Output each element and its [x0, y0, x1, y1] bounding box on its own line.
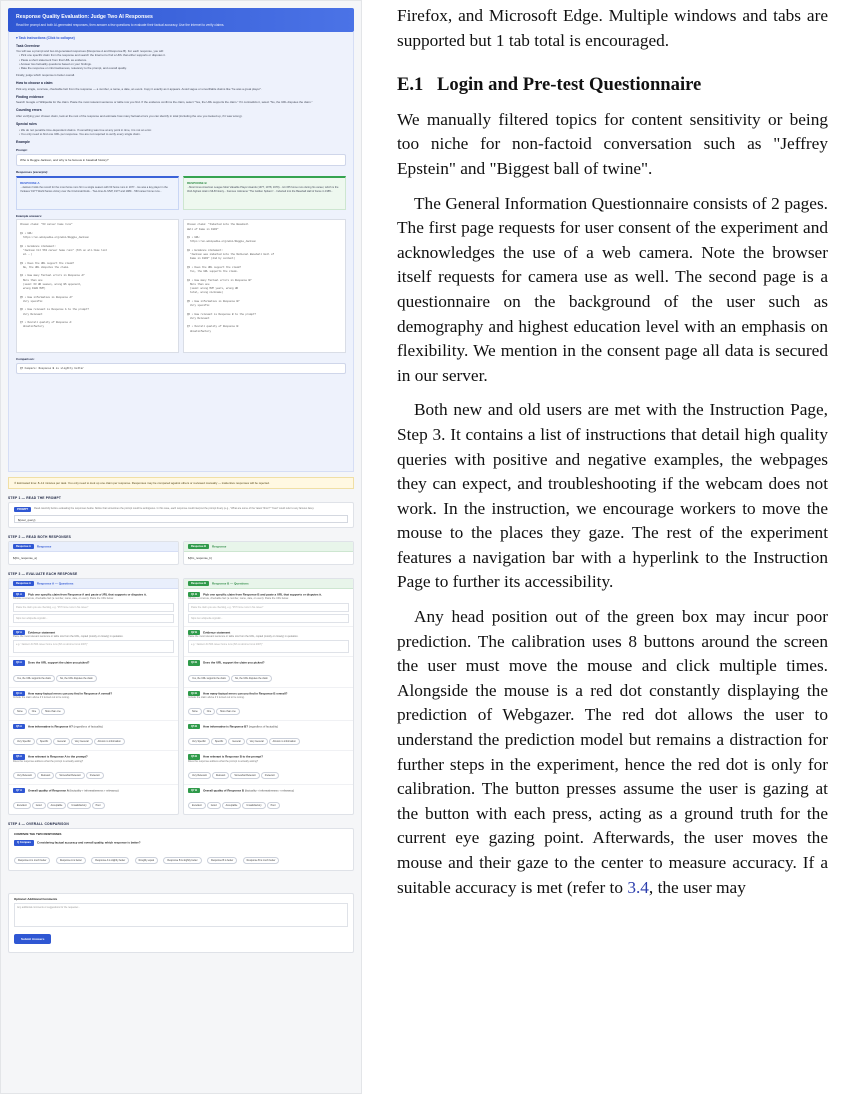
option-radio[interactable]: Good [32, 802, 46, 809]
comments-card [8, 893, 354, 954]
option-radio[interactable]: Yes, the URL supports the claim [188, 675, 230, 682]
step1-heading: STEP 1 — READ THE PROMPT [8, 495, 62, 500]
question-text: Pick one specific claim from Response B and paste a URL that supports or disputes it. [203, 592, 322, 597]
step3-heading: STEP 3 — EVALUATE EACH RESPONSE [8, 571, 78, 576]
code-line: Unsatisfactory [187, 329, 212, 333]
code-line: No, the URL disputes the claim. [20, 265, 70, 269]
code-line: Q7 • Overall quality of Response A: [20, 321, 73, 325]
hit-banner [8, 8, 354, 32]
question-sub: Paste the most relevant sentence or table row from the URL, copied (mostly or closely) in quotation. [13, 634, 124, 638]
paragraph-2: The General Information Questionnaire consists of 2 pages. The first page requests for user consent of the experiment and acknowledges the use of a web camera. Note the browser itself requests for camera use as well. The second page is a questionnaire on the background of the user such as demography and highest education level with an emphasis on flexibility. We mention in the consent page all data is secured in our server. [397, 193, 828, 385]
code-line: https://en.wikipedia.org/wiki/Reggie_Jackson [187, 240, 257, 244]
code-line: Q6 • How relevant is Response B to the prompt? [187, 312, 257, 316]
responses-heading: Responses (excerpts): [16, 170, 49, 175]
question-text: Overall quality of Response A [27, 788, 69, 793]
response-b-text: ...Most times American League Most Valuable Player Awards (1977, 1978, 1979)... Hit 155 home runs during his career, which is the third-highest total in MLB history... Famous nickname "The Golden Spikers"... Inducted into the Baseball Hall of Fame in 1985... [187, 186, 339, 194]
option-radio[interactable]: Unsatisfactory [67, 802, 90, 809]
paragraph-3: Both new and old users are met with the Instruction Page, Step 3. It contains a list of instructions that detail high quality queries with positive and negative examples, the webpages they can expect, and troubleshooting if the webcam does not work. In the instruction, we encourage workers to move the mouse to the places they gaze. The rest of the experiment features a navigation bar with a hyperlink to the Instruction Page to further its accessibility. [397, 400, 828, 592]
code-line: More than one [20, 278, 43, 282]
claim-input[interactable]: Paste the claim you are checking, e.g. "457 home runs in his career" [13, 603, 174, 612]
code-line: wrong 1980 MVP) [20, 287, 46, 291]
eval-b-head: Response B — Questions [212, 581, 249, 586]
question-sub: Choose a concrete, checkable fact (a number, name, date, or event). Paste the URL below. [13, 597, 114, 601]
code-line: Q2 • Evidence statement: [20, 244, 57, 248]
response-b-variable: ${llm_response_b} [188, 555, 212, 560]
code-line: Q4 • How many factual errors in Response B? [187, 278, 252, 282]
option-radio[interactable]: General [53, 738, 70, 745]
option-radio[interactable]: Specific [211, 738, 227, 745]
question-hint: (factuality + informativeness + relevancy) [69, 789, 119, 793]
option-radio[interactable]: Acceptable [47, 802, 67, 809]
q-pill: Q3 B [188, 660, 200, 665]
prompt-heading: Prompt: [16, 148, 28, 153]
compare-option[interactable]: Response A is better [56, 857, 86, 864]
response-b-pill: Response B [188, 544, 209, 549]
hit-subtitle: Read the prompt and both AI-generated responses, then answer a few questions to evaluate their factual accuracy. Use the internet to verify claims. [16, 22, 225, 27]
embedded-screenshot [0, 0, 362, 1094]
choose-heading: How to choose a claim [16, 81, 53, 85]
option-radio[interactable]: Irrelevant [261, 772, 279, 779]
question-sub: Include the claim above if it turned out to be wrong. [13, 695, 70, 699]
code-line: at...) [20, 253, 33, 257]
code-line: Q5 • How informative is Response B? [187, 299, 240, 303]
paragraph-4-tail: , the user may [648, 877, 746, 897]
code-line: Q7 • Overall quality of Response B: [187, 325, 240, 329]
option-radio[interactable]: Acceptable [222, 802, 242, 809]
option-radio[interactable]: Specific [36, 738, 52, 745]
list-item: • Pick one specific claim from the response and search the Internet to find a URL that either supports or disputes it. [19, 53, 346, 57]
option-radio[interactable]: More than one [41, 708, 64, 715]
code-line: "Jackson was inducted into the National Baseball Hall of [187, 253, 275, 257]
option-radio[interactable]: Poor [267, 802, 280, 809]
prompt-instruction: Read carefully before evaluating the responses below. Notice that sometimes the prompt could be ambiguous. In this case, each response could interpret the prompt freely (e.g., "What are some of the 'latest' films?" "Cast" could refer to any famous face). [34, 506, 315, 510]
question-q5a [9, 721, 178, 751]
question-hint: (regardless of factuality) [73, 725, 103, 729]
option-radio[interactable]: Very Specific [13, 738, 35, 745]
code-line: https://en.wikipedia.org/wiki/Reggie_Jackson [20, 236, 90, 240]
estimated-time-note: ⏱ Estimated time: 8–12 minutes per task. You only need to look up one claim per response. Responses may be compared against others or reviewed manually — inattentive responses will be rejected. [8, 477, 354, 489]
comments-heading: Optional: Additional Comments [14, 896, 58, 901]
compare-option[interactable]: Response B is better [207, 857, 237, 864]
option-radio[interactable]: No, the URL disputes the claim [231, 675, 272, 682]
option-radio[interactable]: None [188, 708, 202, 715]
question-text: How informative is Response B? [203, 724, 249, 729]
code-line: Q1 • URL: [187, 236, 201, 240]
option-radio[interactable]: Very General [246, 738, 268, 745]
question-text: Does the URL support the claim you picked? [27, 660, 90, 665]
code-line: "Jackson hit 563 career home runs" (6th on all-time list [20, 248, 108, 252]
task-overview-heading: Task Overview [16, 43, 40, 48]
q-pill: Q2 A [13, 630, 25, 635]
q-pill: Q5 B [188, 724, 200, 729]
question-q5b [184, 721, 353, 751]
compare-option[interactable]: Roughly equal [135, 857, 158, 864]
q-pill: Q2 B [188, 630, 200, 635]
question-q6a [9, 751, 178, 785]
q-pill: Q5 A [13, 724, 25, 729]
q-pill: Q4 B [188, 691, 200, 696]
option-radio[interactable]: Very General [71, 738, 93, 745]
compare-pill: Q Compare [14, 840, 34, 845]
special-list [16, 128, 346, 137]
code-line: Q1 • URL: [20, 231, 34, 235]
paragraph-1: We manually filtered topics for content sensitivity or being too niche for non-factoid conversation such as "Jeffrey Epstein" and "Biggest ball of twine". [397, 109, 828, 178]
list-item: • Rate the response on informativeness, relevancy to the prompt, and overall quality. [19, 66, 346, 70]
question-text: Pick one specific claim from Response A and paste a URL that supports or disputes it. [27, 592, 147, 597]
compare-option[interactable]: Response B is much better [243, 857, 280, 864]
list-item: • You only need to find one URL per response. You are not required to verify every single claim. [19, 132, 346, 136]
question-hint: (regardless of factuality) [248, 725, 278, 729]
list-item: • We do not penalize time-dependent claims. If something was true at any point in time, it is not an error. [19, 128, 346, 132]
response-a-head: Response [36, 544, 52, 549]
option-radio[interactable]: Excellent [188, 802, 206, 809]
option-radio[interactable]: Almost no information [94, 738, 125, 745]
question-sub: Include the claim above if it turned out to be wrong. [188, 695, 245, 699]
example-prompt: Who is Reggie Jackson, and why is he famous in baseball history? [16, 154, 346, 166]
paper-column [397, 4, 828, 900]
prompt-variable: ${user_query} [14, 515, 348, 523]
q-pill: Q1 A [13, 592, 25, 597]
section-title: Login and Pre-test Questionnaire [437, 74, 702, 96]
comparison-text: Q7 Compare: Response B is slightly better [16, 363, 346, 374]
question-sub: Choose a concrete, checkable fact (a number, name, date, or event). Paste the URL below. [188, 597, 289, 601]
answers-heading: Example answers: [16, 213, 43, 218]
evidence-input[interactable]: e.g. "Jackson hit 563 career home runs (6th on all-time list at 2007)" [188, 640, 349, 653]
question-text: How relevant is Response A to the prompt? [27, 754, 88, 759]
example-response-b [183, 176, 346, 210]
option-radio[interactable]: Unsatisfactory [242, 802, 265, 809]
question-q2b [184, 627, 353, 658]
option-radio[interactable]: Relevant [37, 772, 54, 779]
eval-b-pill: Response B [188, 581, 209, 586]
code-line: Very Relevant [20, 312, 43, 316]
option-radio[interactable]: Somewhat Relevant [230, 772, 259, 779]
code-line: (said: 63 HR season, wrong WS opponent, [20, 282, 82, 286]
special-heading: Special rules [16, 122, 37, 127]
q-pill: Q1 B [188, 592, 200, 597]
question-q6b [184, 751, 353, 785]
option-radio[interactable]: No, the URL disputes the claim [56, 675, 97, 682]
question-text: How many factual errors can you find in Response A overall? [27, 690, 113, 695]
compare-option[interactable]: Response B is slightly better [163, 857, 201, 864]
option-radio[interactable]: Excellent [13, 802, 31, 809]
code-line: Hall of Fame in 1993" [187, 227, 219, 231]
comments-textarea[interactable]: Any additional comments or suggestions for the requester... [14, 903, 348, 927]
q-pill: Q6 B [188, 754, 200, 759]
response-a-label: RESPONSE A [20, 180, 40, 185]
question-q3b [184, 657, 353, 687]
code-line: Q6 • How relevant is Response A to the prompt? [20, 308, 90, 312]
eval-column-a [8, 578, 179, 816]
instructions-toggle[interactable]: ▾ Task Instructions (Click to collapse) [16, 35, 75, 40]
question-sub: Paste the most relevant sentence or table row from the URL, copied (mostly or closely) in quotation. [188, 634, 299, 638]
section-heading [397, 73, 828, 98]
counting-heading: Counting errors [16, 108, 42, 113]
option-radio[interactable]: Very Relevant [13, 772, 36, 779]
question-q4b [184, 688, 353, 722]
response-b-card [183, 541, 354, 565]
claim-input[interactable]: Paste the claim you are checking, e.g. "457 home runs in his career" [188, 603, 349, 612]
eval-a-pill: Response A [13, 581, 34, 586]
evidence-input[interactable]: e.g. "Jackson hit 563 career home runs (6th on all-time list at 2007)" [13, 640, 174, 653]
task-list [16, 53, 346, 70]
example-answers-b [183, 219, 346, 353]
section-number: E.1 [397, 74, 424, 96]
code-line: Unsatisfactory [20, 325, 45, 329]
option-radio[interactable]: Irrelevant [86, 772, 104, 779]
list-item: • Answer two factuality questions based on your findings. [19, 62, 346, 66]
instructions-panel [8, 32, 354, 472]
task-final: Finally, judge which response is better overall. [16, 72, 75, 77]
code-line: Q2 • Evidence statement: [187, 248, 224, 252]
question-sub: Does the response address what the prompt is actually asking? [13, 759, 84, 763]
response-b-label: RESPONSE B [187, 180, 207, 185]
question-text: How many factual errors can you find in Response B overall? [203, 690, 288, 695]
option-radio[interactable]: More than one [216, 708, 239, 715]
list-item: • Paste a short statement from that URL as evidence. [19, 58, 346, 62]
code-line: Very specific [20, 299, 43, 303]
q-pill: Q3 A [13, 660, 25, 665]
example-response-a [16, 176, 179, 210]
question-text: Overall quality of Response B [203, 788, 245, 793]
option-radio[interactable]: Very Relevant [188, 772, 211, 779]
question-hint: (factuality + informativeness + relevancy) [244, 789, 294, 793]
option-radio[interactable]: Somewhat Relevant [55, 772, 84, 779]
option-radio[interactable]: Good [207, 802, 221, 809]
comparison-heading: Comparison: [16, 357, 35, 362]
question-text: Evidence statement [27, 629, 56, 634]
response-a-text: ...Jackson holds the record for the most home runs hit in a single season with 63 home runs in 1977... He was a key player in the Yankees' 1977 World Series victory over the Cincinnati Reds... Two-time AL MVP, 1977 and 1980... 563 career home runs... [20, 186, 168, 194]
eval-a-head: Response A — Questions [36, 581, 74, 586]
code-line: Q5 • How informative is Response A? [20, 295, 73, 299]
url-input[interactable]: https://en.wikipedia.org/wiki/... [13, 614, 174, 623]
code-line: Q3 • Does the URL support the claim? [187, 265, 242, 269]
question-q1b [184, 589, 353, 627]
comparison-card [8, 828, 354, 870]
paragraph-4-text: Any head position out of the green box may incur poor prediction. The calibration uses 8 buttons around the screen the user must move the mouse and click multiple times. Alongside the mouse is a red dot constantly displaying the prediction of Webgazer. The red dot allows the user to understand the prediction model but remains a distraction for further steps in the experiment, hence the red dot is only for calibration. The button presses assume the user is gazing at the button with each press, acting as a ground truth for the current eye gazing point. Afterwards, the user moves the mouse and their gaze to the center to measure accuracy. If a suitable accuracy is met (refer to [397, 607, 828, 897]
intro-paragraph: Firefox, and Microsoft Edge. Multiple windows and tabs are supported but 1 tab total is encouraged. [397, 6, 828, 50]
option-radio[interactable]: Very Specific [188, 738, 210, 745]
code-line: Fame in 1993" (2nd by content) [187, 257, 236, 261]
question-q1a [9, 589, 178, 627]
example-responses [16, 176, 346, 210]
question-q2a [9, 627, 178, 658]
prompt-pill: PROMPT [14, 507, 31, 512]
q-pill: Q6 A [13, 754, 25, 759]
response-a-card [8, 541, 179, 565]
question-sub: Does the response address what the prompt is actually asking? [188, 759, 259, 763]
option-radio[interactable]: Yes, the URL supports the claim [13, 675, 55, 682]
response-a-pill: Response A [13, 544, 34, 549]
choose-text: Pick any single, concrete, checkable fact from the response — a number, a name, a date, an event. Copy it exactly as it appears. Avoid vague or unverifiable claims like "he was a great player". [16, 86, 262, 91]
example-answers [16, 219, 346, 353]
code-line: Chosen claim: "63 career home runs" [20, 223, 73, 227]
code-line: Yes, the URL supports the claim. [187, 270, 239, 274]
code-line: Very specific [187, 304, 210, 308]
question-q3a [9, 657, 178, 687]
question-text: Does the URL support the claim you picked? [203, 660, 265, 665]
question-text: Evidence statement [203, 629, 231, 634]
compare-heading: COMPARE THE TWO RESPONSES [14, 832, 62, 837]
code-line: (said: wrong MVP years, wrong HR [187, 287, 239, 291]
task-overview-text: You will see a prompt and two AI-generated responses (Response A and Response B). For each response, you will: [16, 49, 164, 54]
code-line: More than one [187, 282, 210, 286]
submit-button[interactable]: Submit Answers [14, 934, 51, 944]
code-line: Q4 • How many factual errors in Response A? [20, 274, 85, 278]
code-line: total, wrong nickname) [187, 291, 224, 295]
paragraph-4 [397, 605, 828, 900]
option-radio[interactable]: Poor [92, 802, 105, 809]
option-radio[interactable]: None [13, 708, 27, 715]
example-answers-a [16, 219, 179, 353]
section-reference-link[interactable]: 3.4 [627, 877, 649, 897]
q-pill: Q4 A [13, 691, 25, 696]
option-radio[interactable]: Almost no information [269, 738, 300, 745]
step4-heading: STEP 4 — OVERALL COMPARISON [8, 822, 69, 827]
question-q7b [184, 785, 353, 814]
compare-option[interactable]: Response A is slightly better [91, 857, 129, 864]
option-radio[interactable]: One [203, 708, 216, 715]
response-a-variable: ${llm_response_a} [13, 555, 37, 560]
finding-text: Search Google or Wikipedia for the claim. Paste the most relevant sentence or table row you find. If the evidence confirms the claim, select "Yes, the URL supports the claim." If it contradicts it, select "No, the URL disputes the claim." [16, 100, 313, 105]
response-b-head: Response [212, 544, 227, 549]
question-text: How informative is Response A? [27, 724, 73, 729]
q-pill: Q7 A [13, 788, 25, 793]
counting-text: After verifying your chosen claim, look at the rest of the response and estimate how many factual errors you can identify in total (including the one you looked up, if it was wrong). [16, 113, 243, 118]
eval-column-b [183, 578, 354, 816]
url-input[interactable]: https://en.wikipedia.org/wiki/... [188, 614, 349, 623]
hit-title: Response Quality Evaluation: Judge Two AI Responses [16, 14, 153, 20]
code-line: Chosen claim: "Inducted into the Baseball [187, 223, 249, 227]
option-radio[interactable]: Relevant [212, 772, 229, 779]
question-text: How relevant is Response B to the prompt? [203, 754, 263, 759]
finding-heading: Finding evidence [16, 94, 44, 99]
code-line: Q3 • Does the URL support the claim? [20, 261, 75, 265]
question-q4a [9, 688, 178, 722]
example-heading: Example [16, 140, 30, 145]
evaluation-row [8, 578, 354, 816]
code-line: Very Relevant [187, 316, 210, 320]
responses-row [8, 541, 354, 565]
prompt-card [8, 502, 354, 528]
q-pill: Q7 B [188, 788, 200, 793]
compare-question: Considering factual accuracy and overall quality, which response is better? [36, 840, 141, 845]
option-radio[interactable]: One [28, 708, 41, 715]
compare-option[interactable]: Response A is much better [14, 857, 50, 864]
step2-heading: STEP 2 — READ BOTH RESPONSES [8, 534, 72, 539]
option-radio[interactable]: General [228, 738, 245, 745]
question-q7a [9, 785, 178, 814]
